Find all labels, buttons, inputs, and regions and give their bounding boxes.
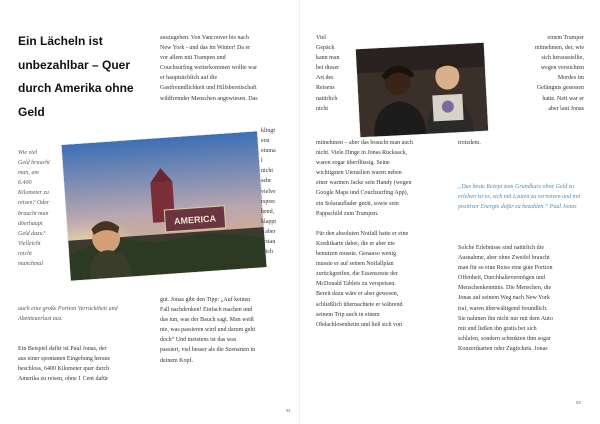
text-line: klingt (261, 128, 276, 134)
selfie-photo (61, 131, 266, 280)
text-line: das tun, was der Bauch sagt. Man weiß (160, 317, 254, 324)
title-line: durch Amerika ohne (18, 81, 134, 95)
sign-text: AMERICA (173, 213, 217, 227)
text-line: sehr (261, 178, 271, 185)
text-line: Sie nahmen ihn nicht nur mit dem Auto (458, 315, 553, 322)
text-line: Fall nachdenken! Einfach machen und (160, 307, 253, 314)
text-line: mit und ließen ihn gratis bei sich (458, 325, 537, 332)
text-line: ein Solarauflader gerät, sowie sein (316, 200, 399, 207)
pullquote-line: Wie viel (18, 150, 38, 156)
text-line: Obdachlosenheim und ließ sich von (316, 321, 402, 328)
text-line: vielve (261, 188, 276, 195)
column-4-body (458, 243, 584, 354)
text-line: erstau (261, 239, 276, 246)
text-line: einer warmen Jacke sein Handy (wegen (316, 180, 412, 187)
text-line: schließlich übernachtete er während (316, 301, 403, 308)
text-line: aus einer spontanen Eingebung heraus (18, 356, 110, 363)
text-line: Mordes im (557, 75, 584, 82)
text-line: doch“ Und meistens ist das was (160, 337, 237, 344)
text-line: rsprec (261, 198, 276, 205)
pullquote-line: reisen? Oder (18, 200, 50, 207)
text-line: McDonald Tablets zu verspeisen. (316, 281, 396, 288)
text-line: Konzertkarten oder Zugtickets. Jonas (458, 345, 548, 352)
pullquote-line: Kilometer zu (18, 190, 49, 197)
text-line: zurückgreifen, die Essensreste der (316, 271, 398, 278)
page-number-left: 91 (286, 408, 292, 413)
column-3-body (316, 138, 444, 330)
author-quote: „Das beste Rezept zum Grundkurs ohne Geld zu erleben ist es, sich mit Leuten zu vernetzen und mit positiver Energie dafür zu bezahlen.“ Paul Jonas (458, 184, 581, 211)
text-line: auszugeben. Von Vancouver bis nach (160, 35, 249, 41)
text-line: beschloss, 6400 Kilometer quer durch (18, 366, 110, 373)
text-line: man für so eine Reise eine gute Portion (458, 265, 553, 272)
pullquote-line: manchmal (18, 261, 43, 268)
page-divider (299, 0, 300, 424)
text-line: kann man (316, 55, 340, 62)
text-line: Jonas auf seinem Weg nach New York (458, 295, 550, 302)
pullquote-line: braucht man (18, 210, 49, 217)
duo-photo-image (356, 43, 488, 138)
text-line: passiert, viel besser als die Szenarien in (160, 347, 256, 354)
title-line: Ein Lächeln ist (18, 34, 103, 48)
text-line: e aber (261, 228, 276, 235)
text-line: l (261, 158, 263, 165)
text-line: New York - und das im Winter! Da er (160, 45, 251, 52)
text-line: Ausnahme, aber ohne Zweifel braucht (458, 255, 550, 262)
pullquote-line: Vielleicht (18, 240, 41, 247)
text-line: Für den absoluten Notfall hatte er eine (316, 230, 409, 237)
text-line: waren sogar überflüssig. Seine (316, 160, 390, 167)
column-2-bottom (160, 295, 288, 366)
column-2-top (160, 33, 288, 104)
text-line: hend, (261, 208, 275, 215)
duo-photo (356, 43, 488, 138)
text-line: wichtigsten Utensilien waren neben (316, 170, 402, 177)
text-line: Couchsurfing weiterkommen wollte war (160, 65, 258, 72)
selfie-photo-image (61, 131, 266, 280)
intro-pullquote-tail: auch eine große Portion Verrücktheit und Abenteuerlust aus. (18, 306, 118, 323)
text-line: nlich (261, 249, 273, 256)
text-line: gut. Jonas gibt den Tipp: „Auf keinen (160, 297, 251, 303)
title-line: unbezahlbar – Quer (18, 57, 131, 72)
column-3-narrow (316, 33, 356, 114)
text-line: Amerika zu reisen, ohne 1 Cent dafür (18, 376, 109, 383)
text-line: Pappschild zum Trampen. (316, 210, 379, 217)
text-line: benutzen musste. Genauso wenig (316, 251, 396, 258)
text-line: bei dieser (316, 65, 340, 72)
pullquote-line: Geld dazu? (18, 230, 46, 237)
text-line: musste er auf seinen Notfallplan (316, 261, 394, 268)
text-line: aber laut Jonas (548, 105, 584, 112)
column-2-narrow (261, 126, 289, 257)
column-4-trail: trotzdem. (458, 140, 481, 146)
text-line: nie, was passieren wird und darum geht (160, 327, 256, 334)
article-title (18, 30, 144, 124)
text-line: nicht (261, 168, 273, 175)
text-line: nicht. Viele Dinge in Jonas Rucksack, (316, 150, 408, 157)
text-line: traf, waren überwältigend freundlich. (458, 305, 548, 312)
page-number-right: 92 (576, 400, 582, 405)
text-line: Solche Erlebnisse sind natürlich die (458, 245, 544, 251)
text-line: Menschenkenntnis. Die Menschen, die (458, 285, 552, 292)
text-line: Google Maps und Couchsurfing App), (316, 190, 409, 197)
pullquote-line: Geld braucht (18, 160, 50, 167)
text-line: Gastfreundlichkeit und Hilfsbereitschaft (160, 85, 257, 92)
text-line: sich herausstellte, (541, 55, 584, 62)
pullquote-line: überhaupt (18, 220, 43, 227)
text-line: Offenheit, Durchhaltevermögen und (458, 275, 546, 282)
text-line: einem Tramper (547, 35, 584, 41)
text-line: einma (261, 148, 276, 155)
text-line: erst (261, 138, 270, 145)
intro-paragraph (18, 344, 146, 384)
text-line: Gepäck (316, 45, 335, 52)
text-line: Kreditkarte dabei, die er aber nie (316, 240, 395, 247)
text-line: Gefängnis gesessen (536, 85, 584, 92)
title-line: Geld (18, 104, 45, 119)
text-line: mitnehmen – aber das braucht man auch (316, 140, 413, 146)
text-line: Art des (316, 75, 334, 82)
text-line (316, 219, 444, 229)
text-line: mitnehmen, der, wie (534, 45, 584, 52)
text-line: schlafen, sondern schenkten ihm sogar (458, 335, 551, 342)
text-line: vor allem mit Trampen und (160, 55, 226, 62)
pullquote-line: 6.400 (18, 180, 32, 187)
text-line: wildfremder Menschen angewiesen. Das (160, 95, 258, 102)
text-line: seinem Trip auch in einem (316, 311, 380, 318)
column-4-narrow (490, 33, 584, 114)
text-line: Viel (316, 35, 326, 41)
text-line: hatte. Nett war er (542, 95, 584, 102)
text-line: natürlich (316, 95, 338, 102)
pullquote-line: man, um (18, 170, 39, 177)
pullquote-line: reicht (18, 250, 32, 257)
text-line: Bereit dazu wäre er aber gewesen, (316, 291, 399, 298)
text-line: wegen versuchten (540, 65, 584, 72)
text-line: nicht (316, 105, 328, 112)
text-line: er hauptsächlich auf die (160, 75, 218, 82)
text-line: Ein Beispiel dafür ist Paul Jonas, der (18, 346, 107, 352)
text-line: klappt (261, 218, 276, 225)
text-line: Reisens (316, 85, 335, 92)
text-line: deinem Kopf. (160, 357, 193, 364)
